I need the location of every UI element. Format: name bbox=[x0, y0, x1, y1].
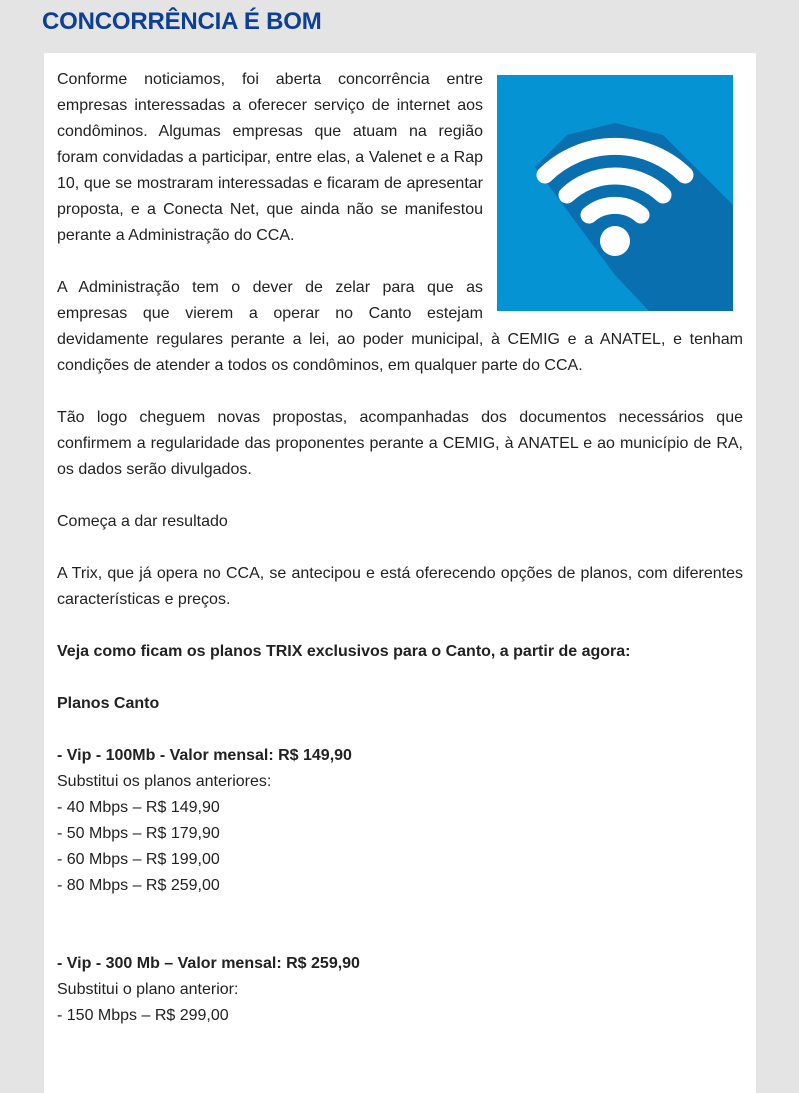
plan-item: - 150 Mbps – R$ 299,00 bbox=[57, 1007, 229, 1024]
plan-item: - 80 Mbps – R$ 259,00 bbox=[57, 877, 220, 894]
plan-item: - 50 Mbps – R$ 179,90 bbox=[57, 825, 220, 842]
plan-replaces: Substitui o plano anterior: bbox=[57, 981, 239, 998]
plan-replaces: Substitui os planos anteriores: bbox=[57, 773, 272, 790]
paragraph-proposals: Tão logo cheguem novas propostas, acompanhadas dos documentos necessários que confirmem a regularidade das proponentes perante a CEMIG, à ANATEL e ao município de RA, os dados serão divulgados. bbox=[57, 409, 743, 478]
article-body bbox=[57, 67, 743, 1029]
paragraph-administration: A Administração tem o dever de zelar para que as empresas que vierem a operar no Canto estejam devidamente regulares perante a lei, ao poder municipal, à CEMIG e a ANATEL, e tenham condições de atender a todos os condôminos, em qualquer parte do CCA. bbox=[57, 279, 743, 374]
page-title: CONCORRÊNCIA É BOM bbox=[42, 8, 322, 35]
plan-title: - Vip - 100Mb - Valor mensal: R$ 149,90 bbox=[57, 747, 352, 764]
plan-title: - Vip - 300 Mb – Valor mensal: R$ 259,90 bbox=[57, 955, 360, 972]
plans-intro: Veja como ficam os planos TRIX exclusivos para o Canto, a partir de agora: bbox=[57, 643, 631, 660]
paragraph-intro: Conforme noticiamos, foi aberta concorrência entre empresas interessadas a oferecer serviço de internet aos condôminos. Algumas empresas que atuam na região foram convidadas a participar, entre elas, a Valenet e a Rap 10, que se mostraram interessadas e ficaram de apresentar proposta, e a Conecta Net, que ainda não se manifestou perante a Administração do CCA. bbox=[57, 71, 483, 244]
subheading-results: Começa a dar resultado bbox=[57, 513, 228, 530]
plan-item: - 60 Mbps – R$ 199,00 bbox=[57, 851, 220, 868]
wifi-icon bbox=[497, 75, 733, 311]
plans-heading: Planos Canto bbox=[57, 695, 160, 712]
plan-item: - 40 Mbps – R$ 149,90 bbox=[57, 799, 220, 816]
paragraph-trix: A Trix, que já opera no CCA, se antecipou e está oferecendo opções de planos, com diferentes características e preços. bbox=[57, 565, 743, 608]
article-card bbox=[44, 53, 756, 1093]
